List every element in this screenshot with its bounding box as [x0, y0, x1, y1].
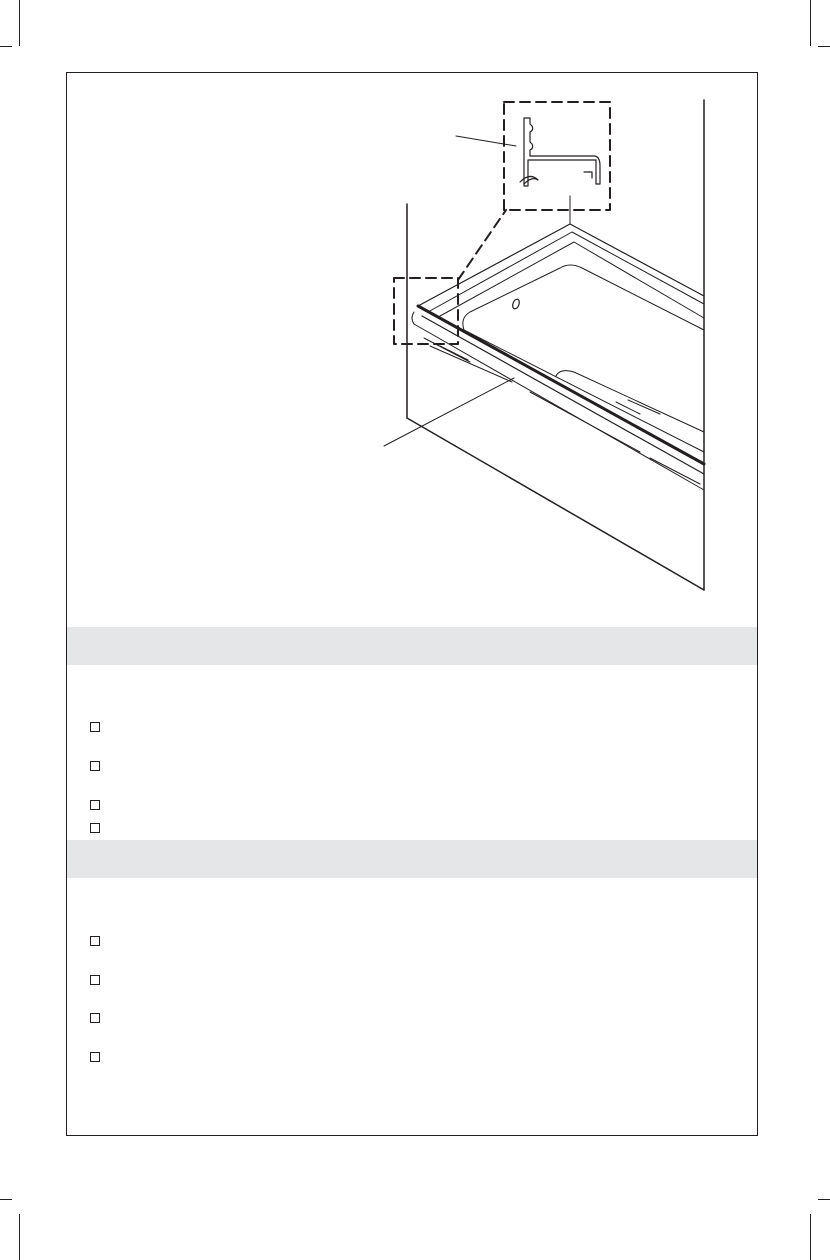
tub-rim-inner-2: [440, 242, 704, 318]
callout-leader-profile: [456, 136, 516, 146]
front-rim-outer: [418, 306, 704, 464]
bathtub-illustration: [0, 0, 830, 620]
tub-basin-bottom: [464, 330, 704, 452]
section-1-checkbox-2[interactable]: [90, 761, 100, 771]
section-1-checkbox-1[interactable]: [90, 722, 100, 732]
section-1-checkbox-4[interactable]: [90, 823, 100, 833]
section-2-checkbox-4[interactable]: [90, 1052, 100, 1062]
detail-connector: [458, 210, 506, 280]
section-2-checkbox-1[interactable]: [90, 936, 100, 946]
front-rim-inner: [422, 316, 704, 474]
channel-profile-hook-left: [520, 176, 538, 184]
tub-floor-dash-1: [628, 400, 660, 414]
apron-hint-4: [650, 458, 700, 484]
channel-profile-hook-right: [584, 172, 592, 178]
section-1-heading-band: [67, 627, 757, 665]
tub-basin: [463, 265, 704, 330]
channel-profile-shape: [524, 118, 600, 186]
apron-hint-3: [530, 392, 640, 452]
section-1-checkbox-3[interactable]: [90, 800, 100, 810]
callout-leader-channel: [384, 378, 514, 446]
apron-bottom-edge: [407, 418, 704, 590]
overflow-drain: [511, 298, 520, 309]
section-2-heading-band: [67, 840, 757, 878]
front-rim-end: [412, 312, 414, 324]
section-2-checkbox-2[interactable]: [90, 975, 100, 985]
section-2-checkbox-3[interactable]: [90, 1013, 100, 1023]
